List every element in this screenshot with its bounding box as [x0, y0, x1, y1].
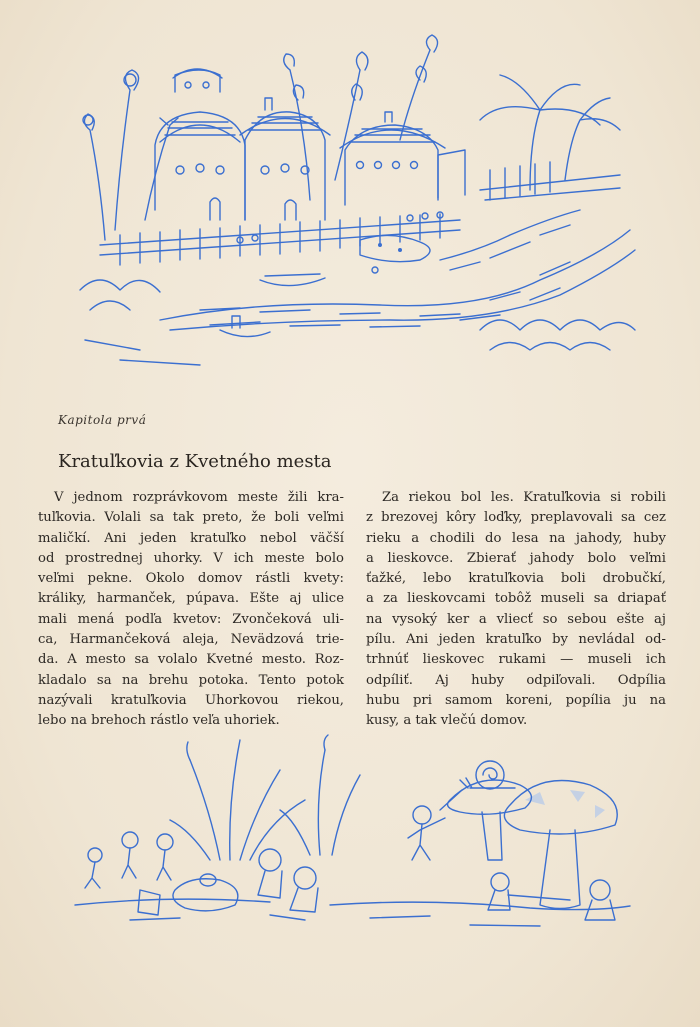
paragraph-line: veľmi pekne. Okolo domov rástli kvety: [38, 571, 344, 587]
paragraph-line: maličkí. Ani jeden kratuľko nebol väčší [38, 530, 344, 546]
paragraph-line: odpíliť. Aj huby odpiľovali. Odpília [366, 672, 666, 688]
paragraph-line: lebo na brehoch rástlo veľa uhoriek. [38, 713, 280, 729]
paragraph-line: z brezovej kôry loďky, preplavovali sa cez [366, 510, 666, 526]
river [160, 210, 635, 330]
mushroom-large [504, 781, 617, 909]
paragraph-line: králiky, harmanček, púpava. Ešte aj ulice [38, 591, 344, 607]
house-left [155, 69, 245, 220]
figure-sawing [488, 873, 615, 920]
boat-middle [220, 316, 270, 337]
palm-plants-right [480, 75, 620, 200]
paragraph-line: ťažké, lebo kratuľkovia boli drobučkí, [366, 571, 666, 587]
paragraph-line: ca, Harmančeková aleja, Nevädzová trie- [38, 632, 344, 648]
house-right [340, 112, 465, 205]
paragraph-line: V jednom rozprávkovom meste žili kra- [54, 490, 344, 505]
paragraph-line: a za lieskovcami tobôž museli sa driapať [366, 591, 666, 607]
paragraph-line: hubu pri samom koreni, popília ju na [366, 692, 666, 708]
paragraph-line: od prostrednej uhorky. V ich meste bolo [38, 550, 344, 566]
paragraph-line: trhnúť lieskovec rukami — museli ich [366, 652, 666, 668]
paragraph-line: tuľkovia. Volali sa tak preto, že boli veľmi [38, 510, 344, 526]
flowers-left [83, 70, 178, 240]
reeds [170, 735, 360, 860]
flower-town-illustration [60, 30, 640, 370]
mushroom-scene-illustration [70, 730, 640, 930]
paragraph-line: kusy, a tak vlečú domov. [366, 713, 528, 729]
figures-walking-left [85, 832, 173, 888]
log-pile [138, 874, 238, 915]
paragraph-line: Za riekou bol les. Kratuľkovia si robili [382, 490, 666, 505]
paragraph-line: pílu. Ani jeden kratuľko by nevládal od- [366, 632, 666, 648]
paragraph-line: da. A mesto sa volalo Kvetné mesto. Roz- [38, 652, 344, 668]
paragraph-line: a lieskovce. Zbierať jahody bolo veľmi [366, 550, 666, 566]
paragraph-line: na vysoký ker a vliecť so sebou ešte aj [366, 611, 666, 627]
paragraph-line: mali mená podľa kvetov: Zvončeková uli- [38, 611, 344, 627]
text-column-left [38, 488, 344, 732]
figures-sitting-center [258, 849, 318, 920]
text-column-right [366, 488, 666, 732]
paragraph-line: rieku a chodili do lesa na jahody, huby [366, 530, 666, 546]
boat-left [260, 274, 325, 286]
figure-with-bow [408, 790, 462, 860]
chapter-label: Kapitola prvá [58, 413, 147, 427]
fence [100, 214, 460, 265]
paragraph-line: nazývali kratuľkovia Uhorkovou riekou, [38, 692, 344, 708]
paragraph-line: kladalo sa na brehu potoka. Tento potok [38, 672, 344, 688]
riverbank-plants [80, 235, 635, 365]
house-middle [240, 98, 330, 220]
snail [460, 761, 515, 789]
chapter-title: Kratuľkovia z Kvetného mesta [58, 451, 332, 472]
